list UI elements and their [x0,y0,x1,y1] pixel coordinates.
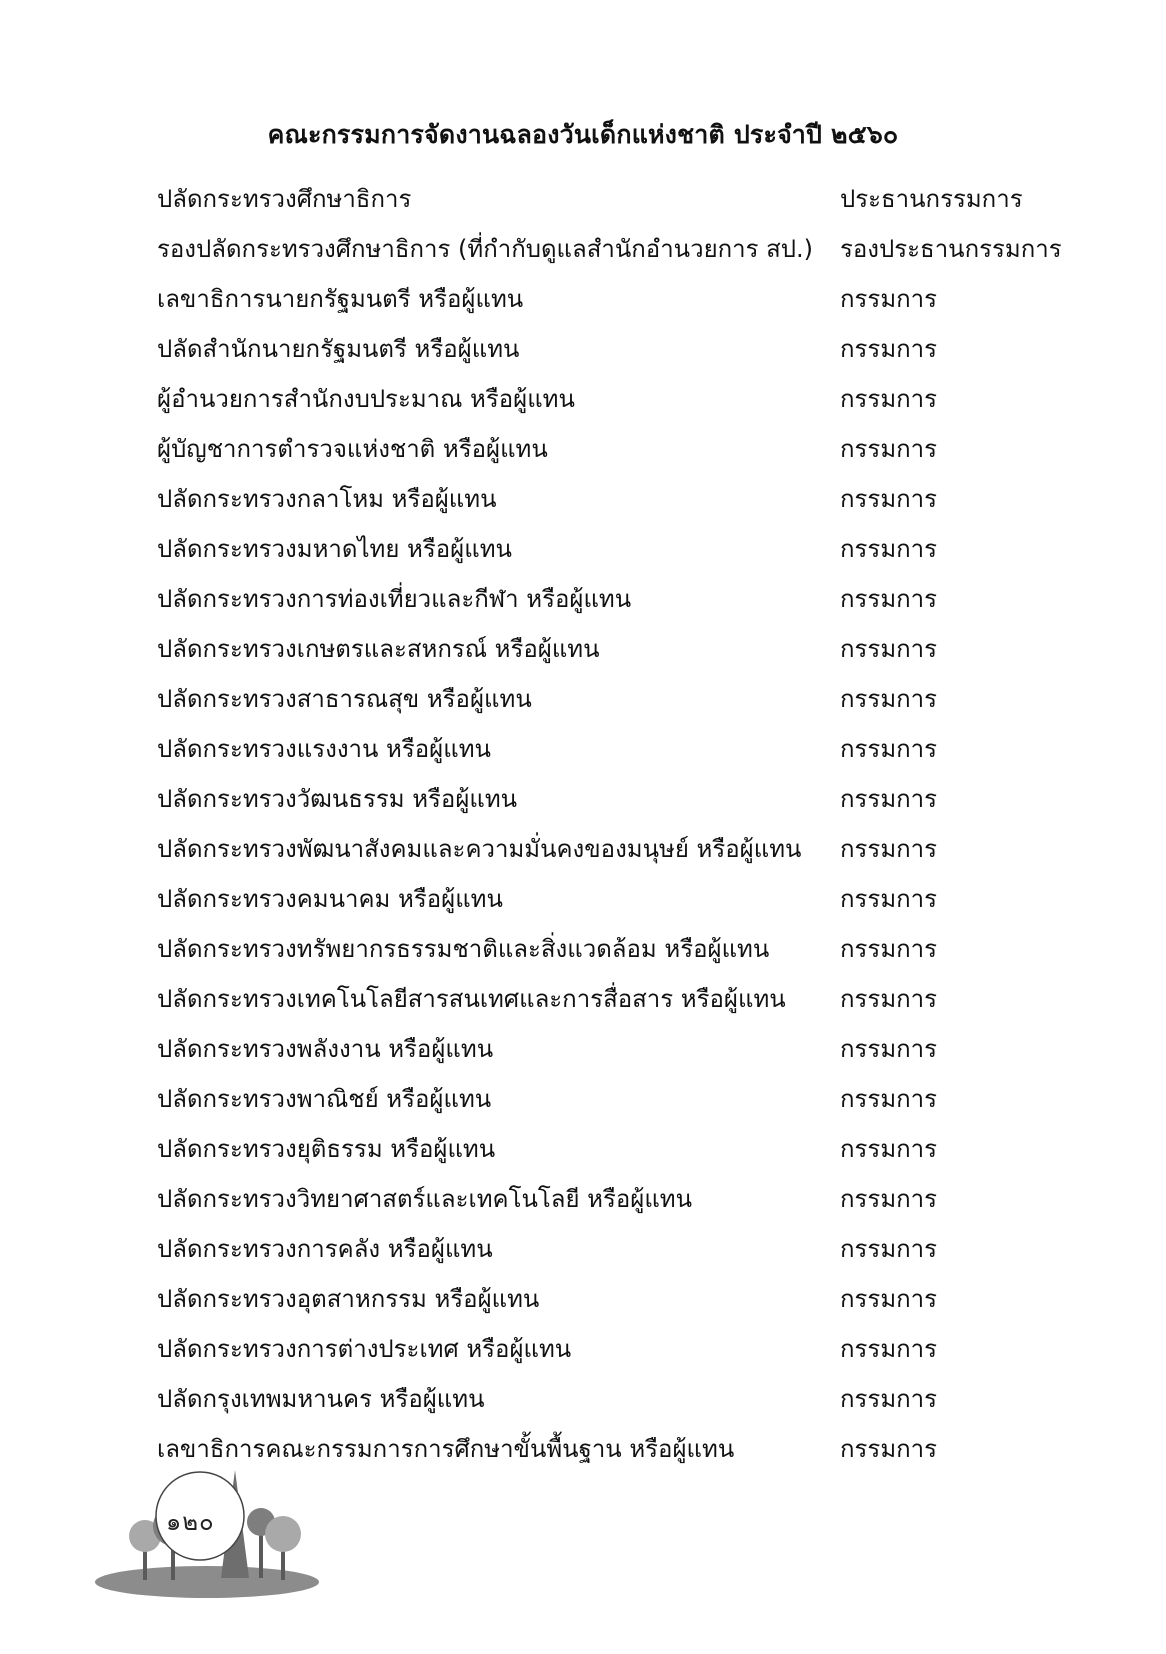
member-role: กรรมการ [840,835,938,863]
committee-member-row [157,624,1097,674]
committee-member-row [157,874,1097,924]
member-position: ปลัดกระทรวงพัฒนาสังคมและความมั่นคงของมนุษย์ หรือผู้แทน [157,835,802,863]
committee-member-row [157,374,1097,424]
member-position: ปลัดกระทรวงการท่องเที่ยวและกีฬา หรือผู้แทน [157,585,632,613]
member-role: กรรมการ [840,485,938,513]
committee-member-row [157,1324,1097,1374]
committee-member-row [157,724,1097,774]
committee-member-row [157,1024,1097,1074]
member-role: กรรมการ [840,1435,938,1463]
member-position: ปลัดกระทรวงกลาโหม หรือผู้แทน [157,485,497,513]
member-position: ปลัดกระทรวงศึกษาธิการ [157,185,412,213]
committee-member-row [157,174,1097,224]
committee-member-row [157,1224,1097,1274]
member-role: กรรมการ [840,1085,938,1113]
tree-crown [265,1516,301,1552]
member-position: เลขาธิการนายกรัฐมนตรี หรือผู้แทน [157,285,524,313]
page-title: คณะกรรมการจัดงานฉลองวันเด็กแห่งชาติ ประจำปี ๒๕๖๐ [267,120,899,149]
member-role: รองประธานกรรมการ [840,235,1062,263]
member-position: ผู้อำนวยการสำนักงบประมาณ หรือผู้แทน [157,385,575,413]
committee-member-row [157,324,1097,374]
member-position: ปลัดกระทรวงวัฒนธรรม หรือผู้แทน [157,785,518,813]
member-role: กรรมการ [840,1185,938,1213]
member-role: กรรมการ [840,685,938,713]
member-position: ปลัดกระทรวงสาธารณสุข หรือผู้แทน [157,685,532,713]
member-position: รองปลัดกระทรวงศึกษาธิการ (ที่กำกับดูแลสำนักอำนวยการ สป.) [157,235,814,263]
committee-member-row [157,924,1097,974]
member-position: ปลัดกระทรวงเทคโนโลยีสารสนเทศและการสื่อสาร หรือผู้แทน [157,985,786,1013]
committee-member-row [157,974,1097,1024]
member-position: เลขาธิการคณะกรรมการการศึกษาขั้นพื้นฐาน หรือผู้แทน [157,1435,735,1463]
member-position: ปลัดสำนักนายกรัฐมนตรี หรือผู้แทน [157,335,520,363]
member-role: กรรมการ [840,1235,938,1263]
member-role: กรรมการ [840,335,938,363]
page-number: ๑๒๐ [166,1508,215,1536]
member-position: ปลัดกรุงเทพมหานคร หรือผู้แทน [157,1385,485,1413]
member-role: กรรมการ [840,935,938,963]
member-position: ปลัดกระทรวงทรัพยากรธรรมชาติและสิ่งแวดล้อม หรือผู้แทน [157,935,770,963]
member-position: ผู้บัญชาการตำรวจแห่งชาติ หรือผู้แทน [157,435,548,463]
committee-member-row [157,274,1097,324]
ground-shape [95,1566,319,1598]
member-position: ปลัดกระทรวงวิทยาศาสตร์และเทคโนโลยี หรือผู้แทน [157,1185,693,1213]
member-role: กรรมการ [840,385,938,413]
member-position: ปลัดกระทรวงคมนาคม หรือผู้แทน [157,885,503,913]
member-role: กรรมการ [840,885,938,913]
member-position: ปลัดกระทรวงการคลัง หรือผู้แทน [157,1235,493,1263]
committee-member-row [157,1274,1097,1324]
committee-member-row [157,674,1097,724]
member-role: กรรมการ [840,1385,938,1413]
member-role: กรรมการ [840,435,938,463]
member-role: กรรมการ [840,785,938,813]
member-role: กรรมการ [840,1135,938,1163]
member-position: ปลัดกระทรวงพาณิชย์ หรือผู้แทน [157,1085,492,1113]
member-position: ปลัดกระทรวงแรงงาน หรือผู้แทน [157,735,491,763]
member-role: กรรมการ [840,985,938,1013]
member-position: ปลัดกระทรวงพลังงาน หรือผู้แทน [157,1035,494,1063]
committee-member-row [157,774,1097,824]
committee-roster [157,174,1097,1474]
committee-member-row [157,224,1097,274]
committee-member-row [157,1424,1097,1474]
member-role: ประธานกรรมการ [840,185,1023,213]
member-position: ปลัดกระทรวงการต่างประเทศ หรือผู้แทน [157,1335,572,1363]
committee-member-row [157,574,1097,624]
member-role: กรรมการ [840,1035,938,1063]
member-position: ปลัดกระทรวงเกษตรและสหกรณ์ หรือผู้แทน [157,635,600,663]
member-role: กรรมการ [840,635,938,663]
member-role: กรรมการ [840,585,938,613]
committee-member-row [157,524,1097,574]
member-position: ปลัดกระทรวงมหาดไทย หรือผู้แทน [157,535,512,563]
member-role: กรรมการ [840,735,938,763]
member-role: กรรมการ [840,1335,938,1363]
member-role: กรรมการ [840,1285,938,1313]
committee-member-row [157,1374,1097,1424]
member-position: ปลัดกระทรวงยุติธรรม หรือผู้แทน [157,1135,496,1163]
committee-member-row [157,1124,1097,1174]
member-role: กรรมการ [840,535,938,563]
committee-member-row [157,824,1097,874]
member-role: กรรมการ [840,285,938,313]
committee-member-row [157,424,1097,474]
committee-member-row [157,474,1097,524]
member-position: ปลัดกระทรวงอุตสาหกรรม หรือผู้แทน [157,1285,540,1313]
committee-member-row [157,1174,1097,1224]
committee-member-row [157,1074,1097,1124]
